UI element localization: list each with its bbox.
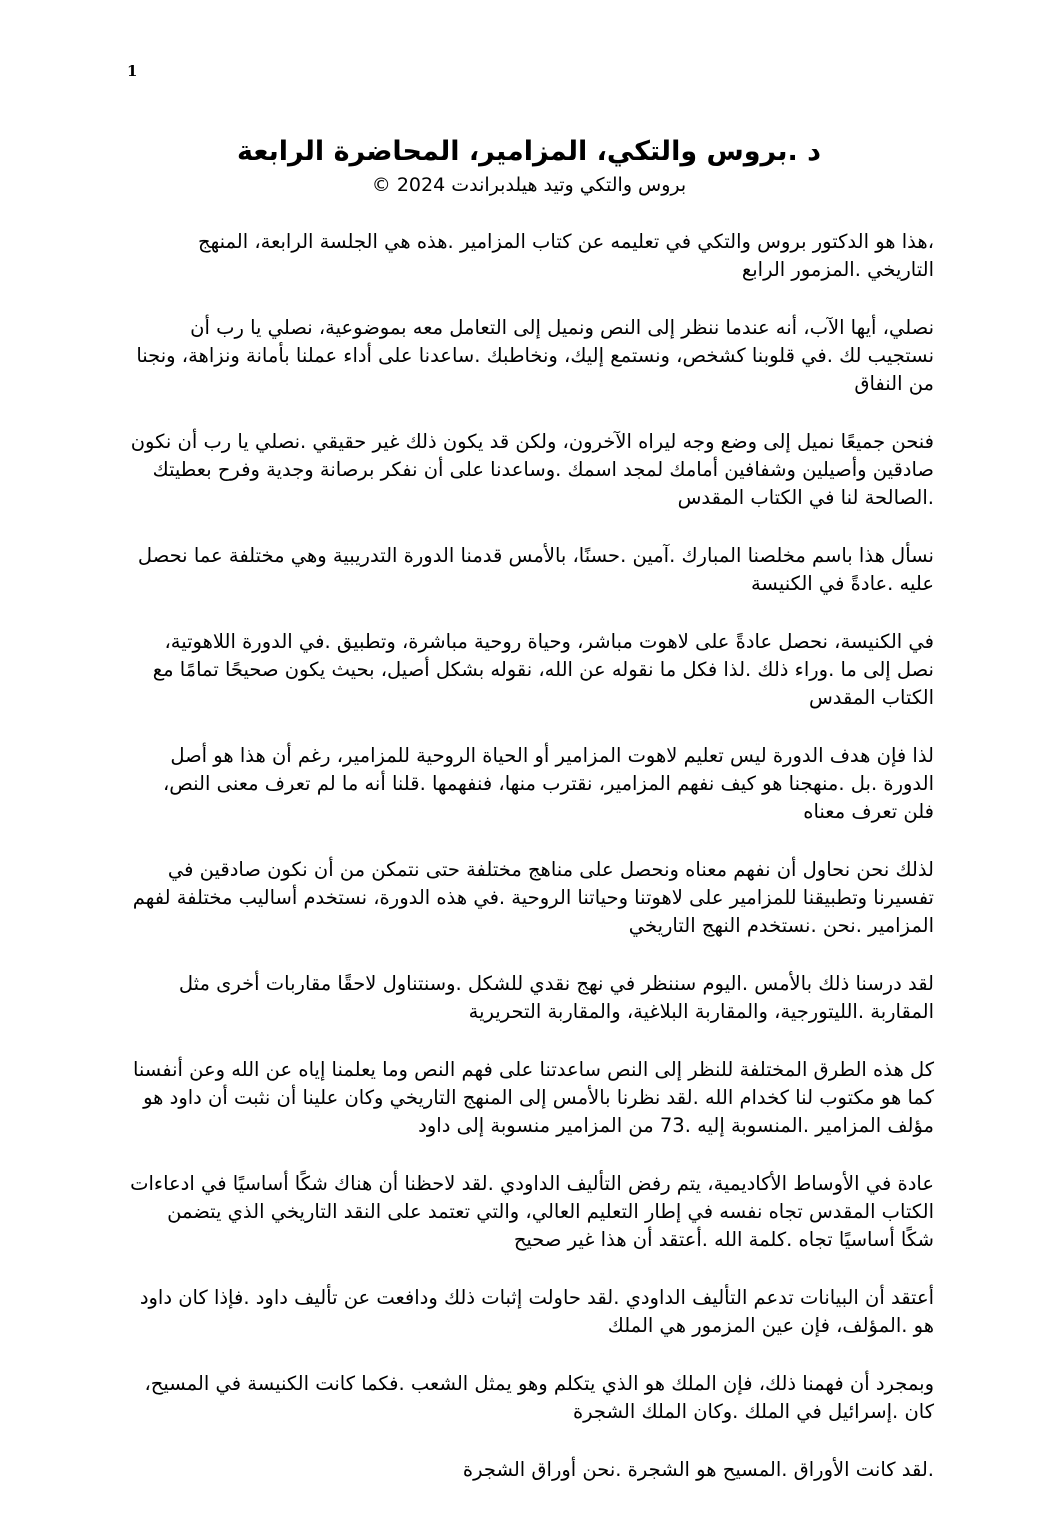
paragraph: لذلك نحن نحاول أن نفهم معناه ونحصل على مناهج مختلفة حتى نتمكن من أن نكون صادقين في تفسيرنا وتطبيقنا للمزامير على لاهوتنا وحياتنا الروحية .في هذه الدورة، نستخدم أساليب مختلفة لفهم المزامير .نحن .نستخدم النهج التاريخي [132,858,934,937]
paragraph: وبمجرد أن فهمنا ذلك، فإن الملك هو الذي يتكلم وهو يمثل الشعب .فكما كانت الكنيسة في المسيح، كان .إسرائيل في الملك .وكان الملك الشجرة [144,1372,934,1423]
paragraph: لقد درسنا ذلك بالأمس .اليوم سننظر في نهج نقدي للشكل .وسنتناول لاحقًا مقاربات أخرى مثل المقاربة .الليتورجية، والمقاربة البلاغية، والمقاربة التحريرية [178,972,934,1023]
paragraph: .لقد كانت الأوراق .المسيح هو الشجرة .نحن أوراق الشجرة [462,1458,934,1481]
paragraph: كل هذه الطرق المختلفة للنظر إلى النص ساعدتنا على فهم النص وما يعلمنا إياه عن الله وعن أنفسنا كما هو مكتوب لنا كخدام الله .لقد نظرنا بالأمس إلى المنهج التاريخي وكان علينا أن نثبت أن داود هو مؤلف المزامير .المنسوبة إليه .73 من المزامير منسوبة إلى داود [132,1058,934,1137]
page-number: 1 [127,62,138,80]
paragraph: عادة في الأوساط الأكاديمية، يتم رفض التأليف الداودي .لقد لاحظنا أن هناك شكًا أساسيًا في ادعاءات الكتاب المقدس تجاه نفسه في إطار التعليم العالي، والتي تعتمد على النقد التاريخي الذي يتضمن شكًا أساسيًا تجاه .كلمة الله .أعتقد أن هذا غير صحيح [130,1172,934,1251]
paragraph: في الكنيسة، نحصل عادةً على لاهوت مباشر، وحياة روحية مباشرة، وتطبيق .في الدورة اللاهوتية، نصل إلى ما .وراء ذلك .لذا فكل ما نقوله عن الله، نقوله بشكل أصيل، بحيث يكون صحيحًا تمامًا مع الكتاب المقدس [152,630,934,709]
paragraph: نسأل هذا باسم مخلصنا المبارك .آمين .حسنًا، بالأمس قدمنا الدورة التدريبية وهي مختلفة عما نحصل عليه .عادةً في الكنيسة [137,544,934,595]
paragraph: نصلي، أيها الآب، أنه عندما ننظر إلى النص ونميل إلى التعامل معه بموضوعية، نصلي يا رب أن نستجيب لك .في قلوبنا كشخص، ونستمع إليك، ونخاطبك .ساعدنا على أداء عملنا بأمانة ونزاهة، ونجنا من النفاق [136,316,934,395]
paragraph: ،هذا هو الدكتور بروس والتكي في تعليمه عن كتاب المزامير .هذه هي الجلسة الرابعة، المنهج التاريخي .المزمور الرابع [198,230,934,281]
paragraph: لذا فإن هدف الدورة ليس تعليم لاهوت المزامير أو الحياة الروحية للمزامير، رغم أن هذا هو أصل الدورة .بل .منهجنا هو كيف نفهم المزامير، نقترب منها، فنفهمها .قلنا أنه ما لم تعرف معنى النص، فلن تعرف معناه [162,744,934,823]
document-header [0,132,1058,198]
document-subtitle: بروس والتكي وتيد هيلدبراندت 2024 © [371,174,687,196]
document-body [128,228,934,1514]
paragraph: فنحن جميعًا نميل إلى وضع وجه ليراه الآخرون، ولكن قد يكون ذلك غير حقيقي .نصلي يا رب أن نكون صادقين وأصيلين وشفافين أمامك لمجد اسمك .وساعدنا على أن نفكر برصانة وجدية وفرح بعطيتك .الصالحة لنا في الكتاب المقدس [130,430,934,509]
document-title: د .بروس والتكي، المزامير، المحاضرة الرابعة [236,136,821,167]
paragraph: أعتقد أن البيانات تدعم التأليف الداودي .لقد حاولت إثبات ذلك ودافعت عن تأليف داود .فإذا كان داود هو .المؤلف، فإن عين المزمور هي الملك [139,1286,934,1337]
